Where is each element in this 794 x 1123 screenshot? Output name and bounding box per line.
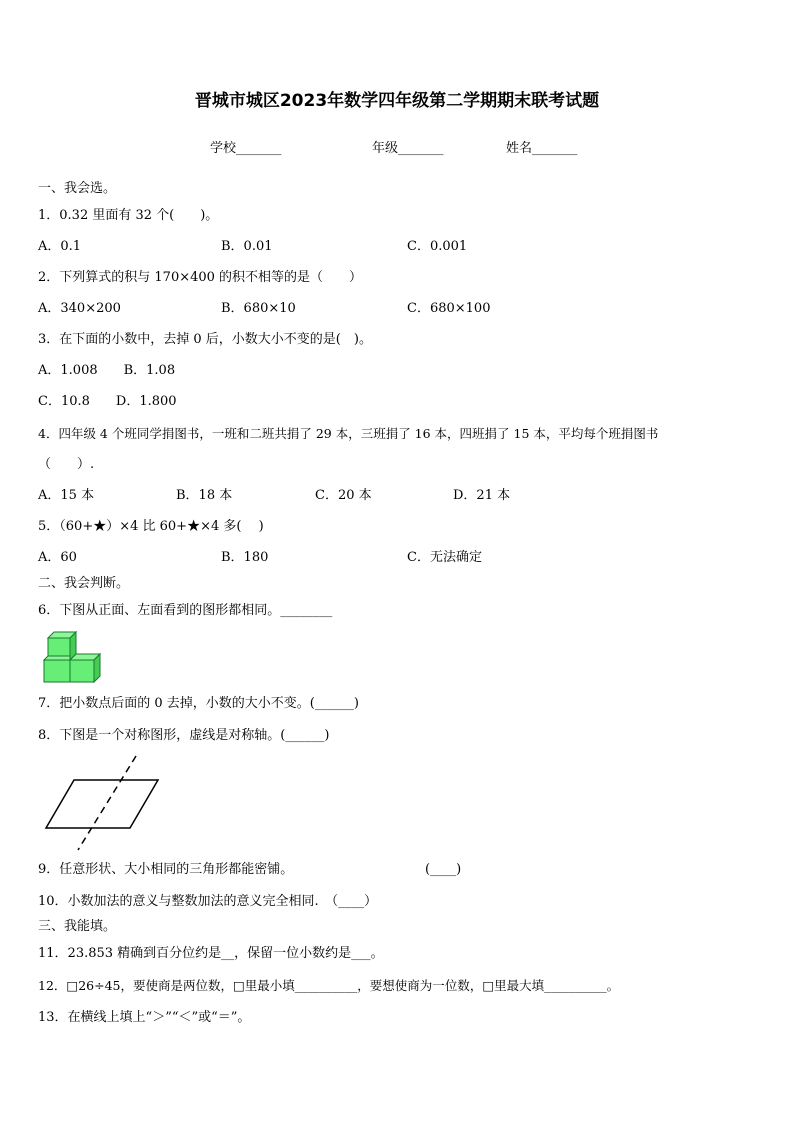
q4-option-a: A．15 本 [38,488,95,503]
question-1: 1．0.32 里面有 32 个( )。 [38,208,219,223]
question-5: 5．（60+★）×4 比 60+★×4 多( ) [38,519,264,534]
q4-option-b: B．18 本 [176,488,233,503]
question-9: 9．任意形状、大小相同的三角形都能密铺。 [38,862,294,877]
question-7: 7．把小数点后面的 0 去掉，小数的大小不变。(______) [38,696,359,711]
q2-option-b: B．680×10 [221,301,296,316]
q1-option-c: C．0.001 [407,239,468,254]
question-3: 3．在下面的小数中，去掉 0 后，小数大小不变的是( )。 [38,332,372,347]
question-8: 8．下图是一个对称图形，虚线是对称轴。(______) [38,728,330,743]
q1-option-a: A．0.1 [38,239,82,254]
question-6: 6．下图从正面、左面看到的图形都相同。________ [38,603,333,618]
question-10: 10．小数加法的意义与整数加法的意义完全相同. （____） [38,894,378,909]
name-field: 姓名_______ [506,141,578,156]
q4-option-d: D．21 本 [453,488,511,503]
q1-option-b: B．0.01 [221,239,273,254]
q5-option-a: A．60 [38,550,77,565]
q3-options-row-2: C．10.8 D．1.800 [38,394,177,409]
section-heading-1: 一、我会选。 [38,181,117,196]
page-title: 晋城市城区2023年数学四年级第二学期期末联考试题 [194,91,600,111]
section-heading-2: 二、我会判断。 [38,576,130,591]
question-13: 13．在横线上填上“＞”“＜”或“＝”。 [38,1010,251,1025]
grade-field: 年级_______ [372,141,444,156]
stacked-cubes-figure [38,630,108,684]
q2-option-a: A．340×200 [38,301,121,316]
section-heading-3: 三、我能填。 [38,919,117,934]
q2-option-c: C．680×100 [407,301,491,316]
question-4-line-2: （ ）. [38,457,95,472]
question-4-line-1: 4．四年级 4 个班同学捐图书，一班和二班共捐了 29 本，三班捐了 16 本，四班捐了 15 本，平均每个班捐图书 [38,426,659,441]
question-2: 2．下列算式的积与 170×400 的积不相等的是（ ） [38,270,363,285]
q4-option-c: C．20 本 [315,488,372,503]
question-11: 11．23.853 精确到百分位约是__，保留一位小数约是___。 [38,946,384,961]
parallelogram-with-dashed-axis-figure [40,752,164,852]
question-12: 12．□26÷45，要使商是两位数，□里最小填__________，要想使商为一位数，□里最大填__________。 [38,978,620,993]
q5-option-c: C．无法确定 [407,550,482,565]
q5-option-b: B．180 [221,550,269,565]
school-field: 学校_______ [210,141,282,156]
q9-answer-blank: (____) [425,862,462,877]
q3-options-row-1: A．1.008 B．1.08 [38,363,176,378]
